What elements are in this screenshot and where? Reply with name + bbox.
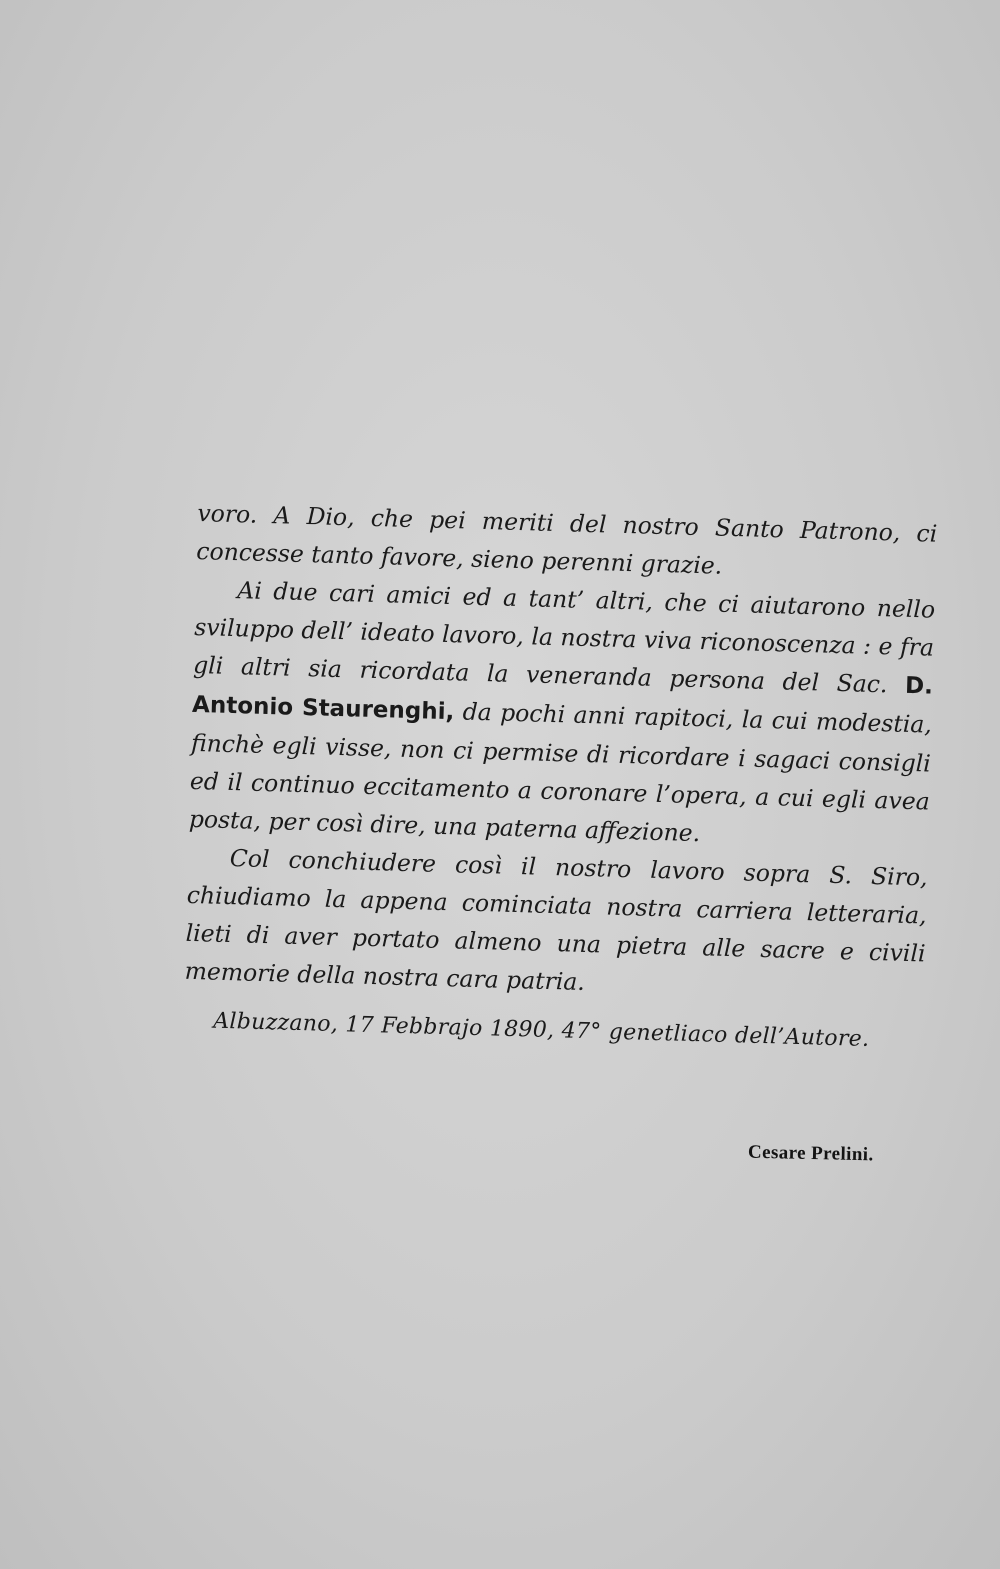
person-name: D. Antonio Staurenghi, [191,672,934,726]
dateline: Albuzzano, 17 Febbrajo 1890, 47° genetliaco dell’Autore. [212,1008,870,1052]
paragraph-2 [188,570,935,859]
paragraph-3: Col conchiudere così il nostro lavoro sopra S. Siro, chiudiamo la appena cominciata nostra carriera letteraria, lieti di aver portato almeno una pietra alle sacre e civili memorie della nostra cara patria. [184,844,928,996]
author-signature: Cesare Prelini. [748,1141,875,1166]
body-text [183,494,938,1060]
paragraph-1: voro. A Dio, che pei meriti del nostro Santo Patrono, ci concesse tanto favore, sieno perenni grazie. [196,498,938,580]
paragraph-2-lead: Ai due cari amici ed a tant’ altri, che ci aiutarono nello sviluppo dell’ ideato lavoro, la nostra viva riconoscenza : e fra gli altri sia ricordata la veneranda persona del Sac. [192,576,936,699]
paragraph-2-rest: da pochi anni rapitoci, la cui modestia, finchè egli visse, non ci permise di ricordare i sagaci consigli ed il continuo eccitamento a coronare l’opera, a cui egli avea posta, per così dire, una paterna affezione. [188,697,933,848]
